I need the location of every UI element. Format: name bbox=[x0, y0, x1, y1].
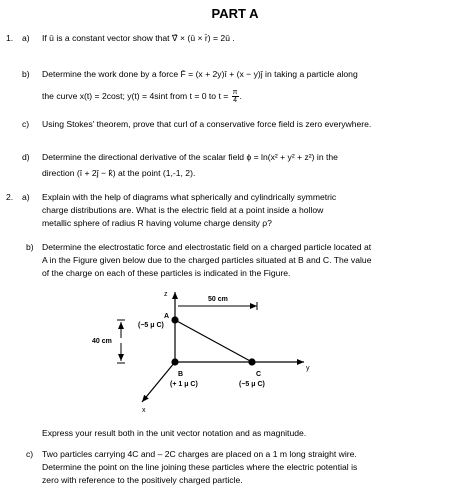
charge-c-point bbox=[248, 358, 255, 365]
q1b-label: b) bbox=[22, 69, 30, 79]
line-a-to-c bbox=[175, 320, 252, 362]
q1d-label: d) bbox=[22, 152, 30, 162]
q1b-line-2-end: . bbox=[239, 90, 242, 101]
q2a-line-2: charge distributions are. What is the electric field at a point inside a hollow bbox=[42, 205, 324, 215]
q2b-line-1: Determine the electrostatic force and electrostatic field on a charged particle located at bbox=[42, 242, 372, 252]
q2a-label: a) bbox=[22, 192, 30, 202]
q2c-line-2: Determine the point on the line joining these particles where the electric potential is bbox=[42, 462, 358, 472]
q1a-label: a) bbox=[22, 33, 30, 43]
q2c-line-1: Two particles carrying 4C and – 2C charges are placed on a 1 m long straight wire. bbox=[42, 449, 357, 459]
question-number-1: 1. bbox=[6, 33, 14, 43]
y-axis-label: y bbox=[306, 365, 310, 372]
x-axis-label: x bbox=[142, 407, 146, 414]
q2a-line-1: Explain with the help of diagrams what spherically and cylindrically symmetric bbox=[42, 192, 337, 202]
q1d-line-1: Determine the directional derivative of the scalar field ϕ = ln(x² + y² + z²) in the bbox=[42, 152, 338, 162]
q2b-label: b) bbox=[26, 242, 34, 252]
charge-a-point bbox=[171, 316, 178, 323]
q1c-label: c) bbox=[22, 119, 30, 129]
q2c-line-3: zero with reference to the positively charged particle. bbox=[42, 475, 243, 485]
point-a-label: A bbox=[164, 313, 170, 320]
q1a-text: If ū is a constant vector show that ∇̄ × (ū × r̄) = 2ū . bbox=[42, 33, 235, 43]
q2c-label: c) bbox=[26, 449, 34, 459]
charge-a-value: (−5 μ C) bbox=[138, 322, 164, 329]
q1b-line-2-text: the curve x(t) = 2cost; y(t) = 4sint from t = 0 to t = bbox=[42, 90, 229, 101]
q2b-final-instruction: Express your result both in the unit vector notation and as magnitude. bbox=[42, 428, 307, 438]
charge-b-point bbox=[171, 358, 178, 365]
question-number-2: 2. bbox=[6, 192, 14, 202]
q1c-text: Using Stokes' theorem, prove that curl of a conservative force field is zero everywhere. bbox=[42, 119, 372, 129]
point-b-label: B bbox=[178, 371, 184, 378]
fraction-denominator: 4 bbox=[233, 97, 238, 104]
dimension-50cm-label: 50 cm bbox=[208, 296, 228, 303]
charge-c-value: (−5 μ C) bbox=[239, 381, 265, 388]
q1d-line-2: direction (î + 2ĵ − k̂) at the point (1,-1, 2). bbox=[42, 168, 196, 178]
fraction-numerator: π bbox=[232, 89, 238, 96]
z-axis-label: z bbox=[164, 291, 168, 298]
page-title: PART A bbox=[211, 6, 259, 21]
point-c-label: C bbox=[256, 371, 262, 378]
dimension-40cm-label: 40 cm bbox=[92, 338, 112, 345]
q2b-line-3: of the charge on each of these particles is indicated in the Figure. bbox=[42, 268, 291, 278]
q2b-line-2: A in the Figure given below due to the charged particles situated at B and C. The value bbox=[42, 255, 372, 265]
charge-b-value: (+ 1 μ C) bbox=[170, 381, 198, 388]
q1b-line-1: Determine the work done by a force F̄ = (x + 2y)î + (x − y)ĵ in taking a particle along bbox=[42, 69, 358, 79]
q2a-line-3: metallic sphere of radius R having volume charge density ρ? bbox=[42, 218, 272, 228]
